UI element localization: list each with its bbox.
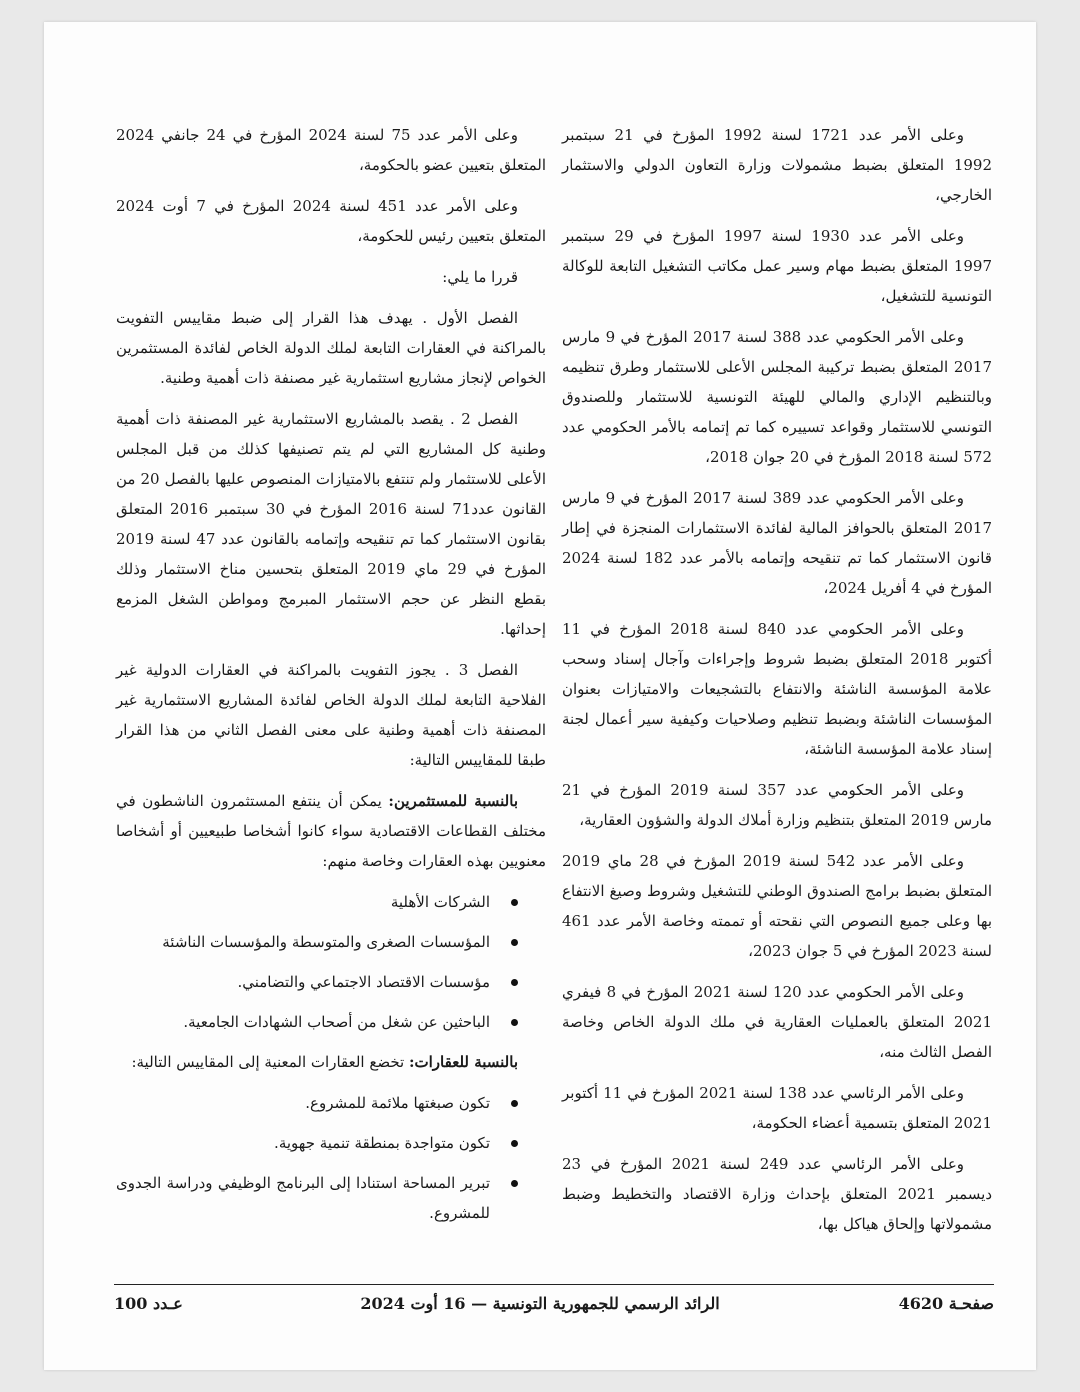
chapter-1: الفصل الأول . يهدف هذا القرار إلى ضبط مقاييس التفويت بالمراكنة في العقارات التابعة لملك الدولة الخاص لفائدة المستثمرين الخواص لإنجاز مشاريع استثمارية غير مصنفة ذات أهمية وطنية.: [116, 309, 546, 387]
right-column: [562, 120, 992, 1250]
properties-list: [116, 1088, 546, 1228]
decision-line: قررا ما يلي:: [442, 268, 518, 286]
footer-divider: [114, 1284, 994, 1285]
paragraph: وعلى الأمر عدد 75 لسنة 2024 المؤرخ في 24 جانفي 2024 المتعلق بتعيين عضو بالحكومة،: [116, 126, 546, 174]
journal-title: الرائد الرسمي للجمهورية التونسية — 16 أوت 2024: [360, 1294, 720, 1313]
chapter-3: الفصل 3 . يجوز التفويت بالمراكنة في العقارات الدولية غير الفلاحية التابعة لملك الدولة الخاص لفائدة المشاريع الاستثمارية غير المصنفة ذات أهمية وطنية على معنى الفصل الثاني من هذا القرار طبقا للمقاييس التالية:: [116, 661, 546, 769]
paragraph: وعلى الأمر الحكومي عدد 840 لسنة 2018 المؤرخ في 11 أكتوبر 2018 المتعلق بضبط شروط وإجراءات وآجال إسناد وسحب علامة المؤسسة الناشئة والانتفاع بالتشجيعات والامتيازات بعنوان المؤسسات الناشئة وبضبط تنظيم وصلاحيات وكيفية سير أعمال لجنة إسناد علامة المؤسسة الناشئة،: [562, 620, 992, 758]
paragraph: وعلى الأمر عدد 1721 لسنة 1992 المؤرخ في 21 سبتمبر 1992 المتعلق بضبط مشمولات وزارة التعاون الدولي والاستثمار الخارجي،: [562, 126, 992, 204]
list-item: المؤسسات الصغرى والمتوسطة والمؤسسات الناشئة: [116, 927, 518, 957]
paragraph: وعلى الأمر الرئاسي عدد 138 لسنة 2021 المؤرخ في 11 أكتوبر 2021 المتعلق بتسمية أعضاء الحكومة،: [562, 1084, 992, 1132]
properties-paragraph: [116, 1047, 546, 1077]
properties-label: بالنسبة للعقارات:: [408, 1053, 518, 1071]
investors-list: [116, 887, 546, 1037]
list-item: مؤسسات الاقتصاد الاجتماعي والتضامني.: [116, 967, 518, 997]
investors-paragraph: [116, 786, 546, 876]
chapter-2: الفصل 2 . يقصد بالمشاريع الاستثمارية غير المصنفة ذات أهمية وطنية كل المشاريع التي لم يتم تصنيفها كذلك من قبل المجلس الأعلى للاستثمار ولم تنتفع بالامتيازات المنصوص عليها بالفصل 20 من القانون عدد71 لسنة 2016 المؤرخ في 30 سبتمبر 2016 المتعلق بقانون الاستثمار كما تم تنقيحه وإتمامه بالقانون عدد 47 لسنة 2019 المؤرخ في 29 ماي 2019 المتعلق بتحسين مناخ الاستثمار وذلك بقطع النظر عن حجم الاستثمار المبرمج ومواطن الشغل المزمع إحداثها.: [116, 410, 547, 638]
paragraph: وعلى الأمر الحكومي عدد 388 لسنة 2017 المؤرخ في 9 مارس 2017 المتعلق بضبط تركيبة المجلس الأعلى للاستثمار وطرق تنظيمه وبالتنظيم الإداري والمالي للهيئة التونسية للاستثمار وللصندوق التونسي للاستثمار وقواعد تسييره كما تم إتمامه بالأمر الحكومي عدد 572 لسنة 2018 المؤرخ في 20 جوان 2018،: [562, 328, 992, 466]
paragraph: وعلى الأمر عدد 1930 لسنة 1997 المؤرخ في 29 سبتمبر 1997 المتعلق بضبط مهام وسير عمل مكاتب التشغيل التابعة للوكالة التونسية للتشغيل،: [562, 227, 992, 305]
paragraph: وعلى الأمر عدد 542 لسنة 2019 المؤرخ في 28 ماي 2019 المتعلق بضبط برامج الصندوق الوطني للتشغيل وشروط وصيغ الانتفاع بها وعلى جميع النصوص التي نقحته أو تممته وخاصة الأمر عدد 461 لسنة 2023 المؤرخ في 5 جوان 2023،: [562, 852, 992, 960]
issue-number: عـدد 100: [114, 1294, 183, 1313]
list-item: الباحثين عن شغل من أصحاب الشهادات الجامعية.: [116, 1007, 518, 1037]
paragraph: وعلى الأمر الحكومي عدد 357 لسنة 2019 المؤرخ في 21 مارس 2019 المتعلق بتنظيم وزارة أملاك الدولة والشؤون العقارية،: [562, 781, 992, 829]
left-column: [116, 120, 546, 1238]
list-item: تبرير المساحة استنادا إلى البرنامج الوظيفي ودراسة الجدوى للمشروع.: [116, 1168, 518, 1228]
page-number: صفحـة 4620: [898, 1294, 994, 1313]
paragraph: وعلى الأمر الرئاسي عدد 249 لسنة 2021 المؤرخ في 23 ديسمبر 2021 المتعلق بإحداث وزارة الاقتصاد والتخطيط وضبط مشمولاتها وإلحاق هياكل بها،: [562, 1155, 993, 1233]
properties-text: تخضع العقارات المعنية إلى المقاييس التالية:: [131, 1053, 409, 1071]
investors-label: بالنسبة للمستثمرين:: [388, 792, 519, 810]
document-page: [44, 22, 1036, 1370]
paragraph: وعلى الأمر الحكومي عدد 389 لسنة 2017 المؤرخ في 9 مارس 2017 المتعلق بالحوافز المالية لفائدة الاستثمارات المنجزة في إطار قانون الاستثمار كما تم تنقيحه وإتمامه بالأمر عدد 182 لسنة 2024 المؤرخ في 4 أفريل 2024،: [562, 489, 992, 597]
paragraph: وعلى الأمر الحكومي عدد 120 لسنة 2021 المؤرخ في 8 فيفري 2021 المتعلق بالعمليات العقارية في ملك الدولة الخاص وخاصة الفصل الثالث منه،: [562, 983, 992, 1061]
list-item: تكون متواجدة بمنطقة تنمية جهوية.: [116, 1128, 518, 1158]
list-item: الشركات الأهلية: [116, 887, 518, 917]
list-item: تكون صبغتها ملائمة للمشروع.: [116, 1088, 518, 1118]
paragraph: وعلى الأمر عدد 451 لسنة 2024 المؤرخ في 7 أوت 2024 المتعلق بتعيين رئيس للحكومة،: [116, 197, 546, 245]
investors-text: يمكن أن ينتفع المستثمرون الناشطون في مختلف القطاعات الاقتصادية سواء كانوا أشخاصا طبيعيين أو أشخاصا معنويين بهذه العقارات وخاصة منهم:: [116, 792, 546, 870]
